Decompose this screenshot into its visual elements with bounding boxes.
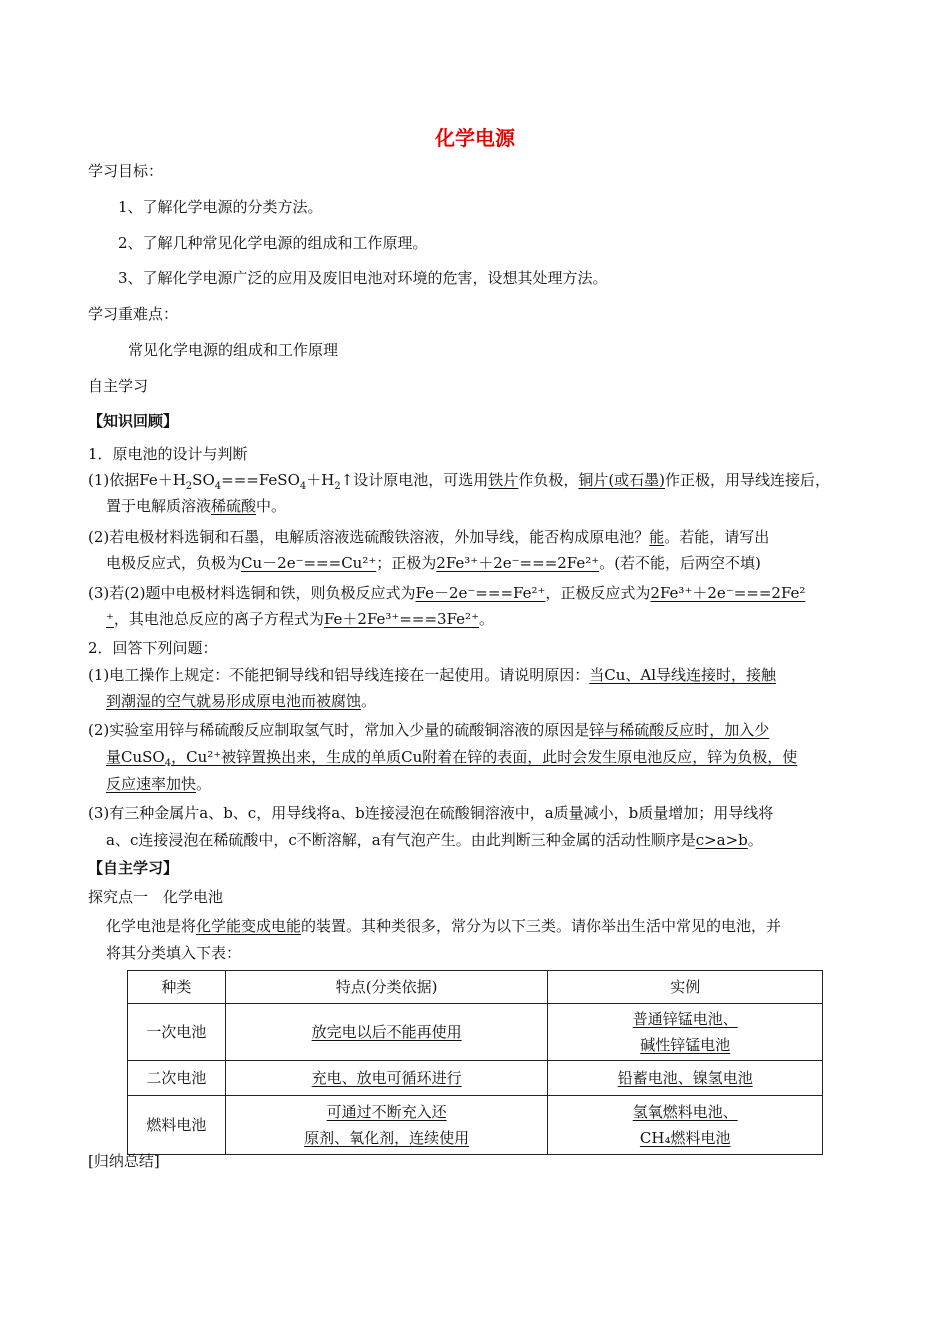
answer-blank: 当Cu、Al导线连接时，接触 [589,666,777,684]
q1-part1-line2: 置于电解质溶液稀硫酸中。 [106,497,287,515]
page-title: 化学电源 [435,126,515,150]
feature-cell: 放完电以后不能再使用 [225,1004,548,1061]
q2-part2-line2 [106,746,797,768]
answer-blank: 化学能变成电能 [196,917,302,935]
explore-point-1: 探究点一 化学电池 [88,888,224,906]
q2-part1-line2: 到潮湿的空气就易形成原电池而被腐蚀。 [106,692,377,710]
answer-blank: Fe－2e⁻===Fe²⁺ [415,584,546,602]
table-header-row [128,971,823,1004]
battery-classification-table [127,970,823,1155]
table-header-cell: 种类 [128,971,226,1004]
answer-blank: 稀硫酸 [211,497,257,515]
q1-part2-line1: (2)若电极材料选铜和石墨，电解质溶液选硫酸铁溶液，外加导线，能否构成原电池？能。若能，请写出 [88,528,770,546]
answer-blank: Fe＋2Fe³⁺===3Fe²⁺ [323,610,479,628]
answer-blank: 到潮湿的空气就易形成原电池而被腐蚀 [106,692,362,710]
objective-item-1: 1、了解化学电源的分类方法。 [118,198,323,216]
type-cell: 一次电池 [128,1004,226,1061]
review-heading: 【知识回顾】 [88,412,179,430]
table-row [128,1061,823,1096]
key-points-text: 常见化学电源的组成和工作原理 [128,341,339,359]
table-header-cell: 实例 [548,971,823,1004]
intro-line1: 化学电池是将化学能变成电能的装置。其种类很多，常分为以下三类。请你举出生活中常见的电池，并 [106,917,782,935]
key-points-heading: 学习重难点： [88,305,179,323]
feature-cell: 充电、放电可循环进行 [225,1061,548,1096]
answer-blank: 2Fe³⁺＋2e⁻===2Fe²⁺ [436,554,600,572]
objectives-heading: 学习目标： [88,162,164,180]
q2-part3-line1: (3)有三种金属片a、b、c，用导线将a、b连接浸泡在硫酸铜溶液中，a质量减小，b质量增加；用导线将 [88,804,774,822]
q2-part2-line1: (2)实验室用锌与稀硫酸反应制取氢气时，常加入少量的硫酸铜溶液的原因是锌与稀硫酸反应时，加入少 [88,721,770,739]
answer-blank: ⁺ [106,610,114,628]
feature-cell: 可通过不断充入还 原剂、氧化剂，连续使用 [225,1096,548,1155]
answer-blank: 铜片(或石墨) [578,471,666,489]
table-row [128,1004,823,1061]
self-study-heading: 自主学习 [88,377,149,395]
q2-title: 2．回答下列问题： [88,639,218,657]
answer-blank: c>a>b [695,831,748,849]
type-cell: 二次电池 [128,1061,226,1096]
intro-line2: 将其分类填入下表： [106,944,242,962]
q1-part1-line1: (1)依据$Fe+H_2SO_4===FeSO_4+H_2↑$设计原电池，可选用铁片作负极，铜片(或石墨)作正极，用导线连接后， [88,471,831,492]
answer-blank: 锌与稀硫酸反应时，加入少 [589,721,770,739]
example-cell: 普通锌锰电池、 碱性锌锰电池 [548,1004,823,1061]
q2-part3-line2: a、c连接浸泡在稀硫酸中，c不断溶解，a有气泡产生。由此判断三种金属的活动性顺序是c>a>b。 [106,831,763,849]
q1-part3-line2: ⁺，其电池总反应的离子方程式为Fe＋2Fe³⁺===3Fe²⁺。 [106,610,494,628]
objective-item-2: 2、了解几种常见化学电源的组成和工作原理。 [118,234,428,252]
type-cell: 燃料电池 [128,1096,226,1155]
answer-blank: 铁片 [488,471,519,489]
table-row [128,1096,823,1155]
answer-blank: 2Fe³⁺＋2e⁻===2Fe² [650,584,806,602]
objective-item-3: 3、了解化学电源广泛的应用及废旧电池对环境的危害，设想其处理方法。 [118,269,608,287]
q2-part1-line1: (1)电工操作上规定：不能把铜导线和铝导线连接在一起使用。请说明原因：当Cu、Al导线连接时，接触 [88,666,777,684]
q1-title: 1．原电池的设计与判断 [88,445,248,463]
answer-blank: 能 [649,528,665,546]
answer-blank: Cu－2e⁻===Cu²⁺ [241,554,377,572]
q2-part2-line3: 反应速率加快。 [106,775,212,793]
answer-blank: 量CuSO$_4$，Cu²⁺被锌置换出来，生成的单质Cu附着在锌的表面，此时会发生原电池反应，锌为负极，使 [106,748,798,769]
autonomous-heading: 【自主学习】 [88,859,179,877]
example-cell: 铅蓄电池、镍氢电池 [548,1061,823,1096]
q1-part2-line2: 电极反应式，负极为Cu－2e⁻===Cu²⁺；正极为2Fe³⁺＋2e⁻===2Fe²⁺。(若不能，后两空不填) [106,554,761,572]
q1-part3-line1: (3)若(2)题中电极材料选铜和铁，则负极反应式为Fe－2e⁻===Fe²⁺，正极反应式为2Fe³⁺＋2e⁻===2Fe² [88,584,806,602]
example-cell: 氢氧燃料电池、 CH₄燃料电池 [548,1096,823,1155]
summary-heading: [归纳总结] [88,1152,160,1170]
answer-blank: 反应速率加快 [106,775,197,793]
table-header-cell: 特点(分类依据) [225,971,548,1004]
